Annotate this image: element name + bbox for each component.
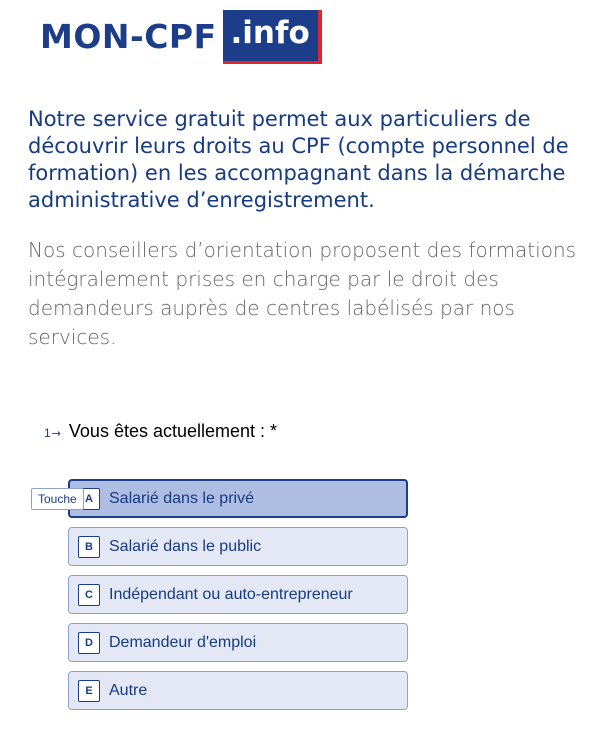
question-header <box>44 421 277 442</box>
choice-key-badge: B <box>78 536 100 558</box>
choice-option-d[interactable] <box>68 623 408 662</box>
question-number: 1 <box>44 426 51 440</box>
choice-key-badge: D <box>78 632 100 654</box>
logo-info-text: .info <box>230 15 310 51</box>
arrow-right-icon: → <box>51 427 61 440</box>
choice-key-badge: A <box>78 488 100 510</box>
keyboard-hint-tooltip: Touche <box>31 488 84 510</box>
intro-lead: Notre service gratuit permet aux particuliers de découvrir leurs droits au CPF (compte personnel de formation) en les accompagnant dans la démarche administrative d’enregistrement. <box>28 107 569 212</box>
choice-option-a[interactable] <box>68 479 408 518</box>
choice-label: Salarié dans le privé <box>109 489 254 507</box>
choice-label: Salarié dans le public <box>109 537 262 555</box>
choice-list <box>68 479 408 719</box>
choice-key-badge: C <box>78 584 100 606</box>
logo <box>40 10 322 64</box>
choice-label: Demandeur d'emploi <box>109 633 257 651</box>
choice-label: Indépendant ou auto-entrepreneur <box>109 585 353 603</box>
choice-option-e[interactable] <box>68 671 408 710</box>
question-text: Vous êtes actuellement : * <box>68 421 278 441</box>
choice-option-b[interactable] <box>68 527 408 566</box>
intro-body: Nos conseillers d’orientation proposent des formations intégralement prises en charge par le droit des demandeurs auprès de centres labélisés par nos services. <box>28 238 577 349</box>
choice-option-c[interactable] <box>68 575 408 614</box>
logo-text: MON-CPF <box>40 17 217 56</box>
choice-key-badge: E <box>78 680 100 702</box>
logo-info-badge <box>223 10 322 64</box>
choice-label: Autre <box>109 681 148 699</box>
